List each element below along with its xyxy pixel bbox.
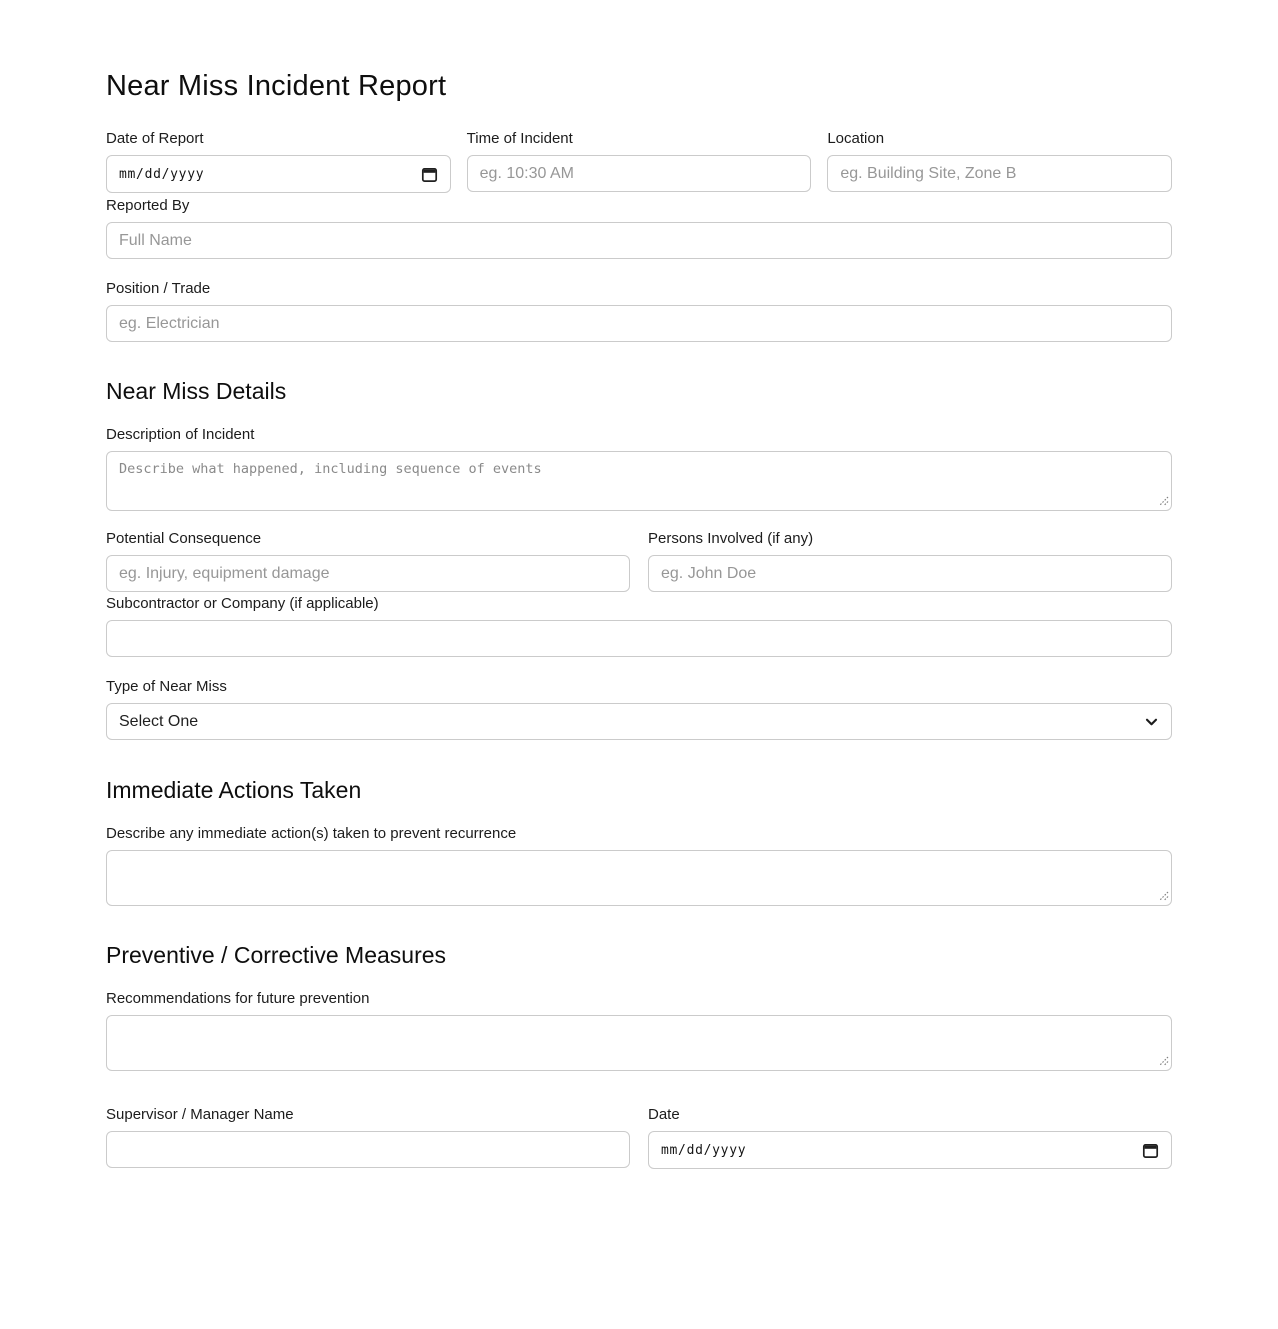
field-reported-by [106,197,1172,259]
field-signoff-date [648,1106,1172,1169]
potential-consequence-label: Potential Consequence [106,530,262,547]
time-of-incident-input[interactable] [467,155,812,192]
field-subcontractor [106,595,1172,657]
immediate-actions-heading: Immediate Actions Taken [106,777,362,803]
preventive-measures-heading: Preventive / Corrective Measures [106,942,447,968]
signoff-row [106,1106,1172,1169]
time-of-incident-label: Time of Incident [466,130,573,147]
reported-by-label: Reported By [106,197,190,214]
field-persons-involved [648,530,1172,592]
reported-by-input[interactable] [106,222,1172,259]
near-miss-report-form [106,0,1172,1329]
field-position-trade [106,280,1172,342]
report-meta-row [106,130,1172,193]
calendar-icon[interactable] [1142,1142,1159,1159]
resize-grip-icon[interactable] [1157,889,1169,901]
description-of-incident-textarea[interactable] [106,451,1172,511]
persons-involved-input[interactable] [648,555,1172,592]
immediate-actions-label: Describe any immediate action(s) taken to prevent recurrence [106,825,517,842]
type-of-near-miss-label: Type of Near Miss [106,678,227,695]
date-of-report-input[interactable] [106,155,451,193]
location-label: Location [827,130,885,147]
field-date-of-report [106,130,451,193]
calendar-icon[interactable] [421,166,438,183]
signoff-date-label: Date [648,1106,680,1123]
potential-consequence-input[interactable] [106,555,630,592]
persons-involved-label: Persons Involved (if any) [648,530,814,547]
resize-grip-icon[interactable] [1157,494,1169,506]
field-potential-consequence [106,530,630,592]
position-trade-label: Position / Trade [106,280,211,297]
near-miss-details-heading: Near Miss Details [106,378,287,404]
field-location [827,130,1172,193]
field-description-of-incident [106,426,1172,511]
date-of-report-label: Date of Report [106,130,204,147]
date-of-report-value: mm/dd/yyyy [119,166,205,182]
consequence-persons-row [106,530,1172,592]
subcontractor-input[interactable] [106,620,1172,657]
field-supervisor-name [106,1106,630,1169]
supervisor-name-label: Supervisor / Manager Name [106,1106,294,1123]
field-recommendations [106,990,1172,1071]
recommendations-textarea[interactable] [106,1015,1172,1071]
subcontractor-label: Subcontractor or Company (if applicable) [106,595,379,612]
position-trade-input[interactable] [106,305,1172,342]
field-type-of-near-miss [106,678,1172,740]
recommendations-label: Recommendations for future prevention [106,990,370,1007]
location-input[interactable] [827,155,1172,192]
immediate-actions-textarea[interactable] [106,850,1172,906]
signoff-date-value: mm/dd/yyyy [661,1142,747,1158]
signoff-date-input[interactable] [648,1131,1172,1169]
supervisor-name-input[interactable] [106,1131,630,1168]
description-of-incident-label: Description of Incident [106,426,255,443]
resize-grip-icon[interactable] [1157,1054,1169,1066]
field-time-of-incident [467,130,812,193]
field-immediate-actions [106,825,1172,906]
type-of-near-miss-select[interactable] [106,703,1172,740]
page-title: Near Miss Incident Report [106,70,447,102]
